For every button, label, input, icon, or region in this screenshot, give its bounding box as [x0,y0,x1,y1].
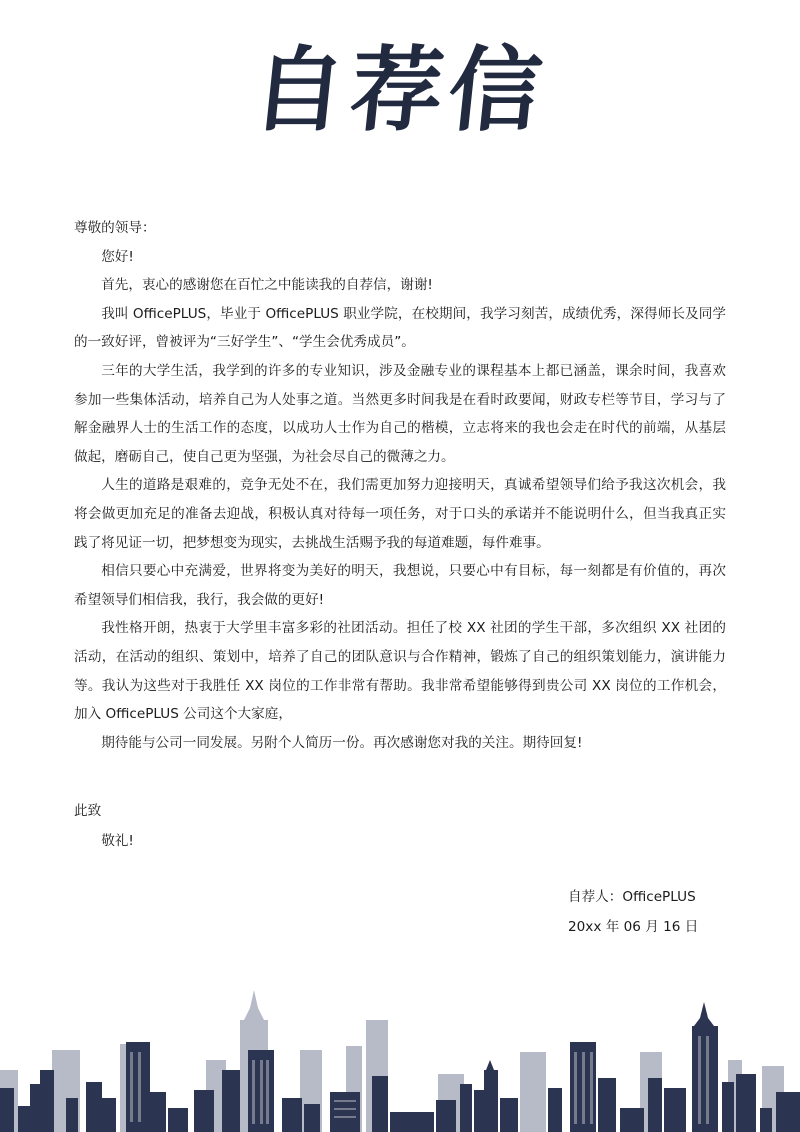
paragraph-belief: 相信只要心中充满爱，世界将变为美好的明天，我想说，只要心中有目标，每一刻都是有价值的，再次希望领导们相信我，我行，我会做的更好! [74,563,726,608]
paragraph-determination: 人生的道路是艰难的，竞争无处不在，我们需更加努力迎接明天，真诚希望领导们给予我这次机会，我将会做更加充足的准备去迎战，积极认真对待每一项任务，对于口头的承诺并不能说明什么，但当我真正实践了将见证一切，把梦想变为现实，去挑战生活赐予我的每道难题，每件难事。 [74,477,726,551]
signature-name: 自荐人：OfficePLUS [568,889,696,905]
closing-block [74,796,134,856]
paragraph-thanks: 首先，衷心的感谢您在百忙之中能读我的自荐信，谢谢! [101,277,433,294]
closing-line-1: 此致 [74,803,102,819]
paragraph-intro: 我叫 OfficePLUS，毕业于 OfficePLUS 职业学院，在校期间，我学习刻苦，成绩优秀，深得师长及同学的一致好评，曾被评为“三好学生”、“学生会优秀成员”。 [74,305,726,351]
letter-title: 自荐信 [247,36,553,144]
city-skyline-illustration [0,980,800,1132]
greeting: 尊敬的领导： [74,220,156,236]
paragraph-college-life: 三年的大学生活，我学到的许多的专业知识，涉及金融专业的课程基本上都已涵盖，课余时间，我喜欢参加一些集体活动，培养自己为人处事之道。当然更多时间我是在看时政要闻，财政专栏等节目，学习与了解金融界人士的生活工作的态度，以成功人士作为自己的楷模，立志将来的我也会走在时代的前端，从基层做起，磨砺自己，使自己更为坚强，为社会尽自己的微薄之力。 [74,362,726,465]
closing-line-2: 敬礼! [101,833,134,849]
letter-body [74,214,726,757]
signature-block [568,882,698,942]
paragraph-hello: 您好! [101,248,134,265]
paragraph-personality: 我性格开朗，热衷于大学里丰富多彩的社团活动。担任了校 XX 社团的学生干部，多次组织 XX 社团的活动，在活动的组织、策划中，培养了自己的团队意识与合作精神，锻炼了自己的组织策划能力，演讲能力等。我认为这些对于我胜任 XX 岗位的工作非常有帮助。我非常希望能够得到贵公司 XX 岗位的工作机会，加入 OfficePLUS 公司这个大家庭， [74,620,726,723]
paragraph-expectation: 期待能与公司一同发展。另附个人简历一份。再次感谢您对我的关注。期待回复! [101,734,583,751]
signature-date: 20xx 年 06 月 16 日 [568,919,699,935]
